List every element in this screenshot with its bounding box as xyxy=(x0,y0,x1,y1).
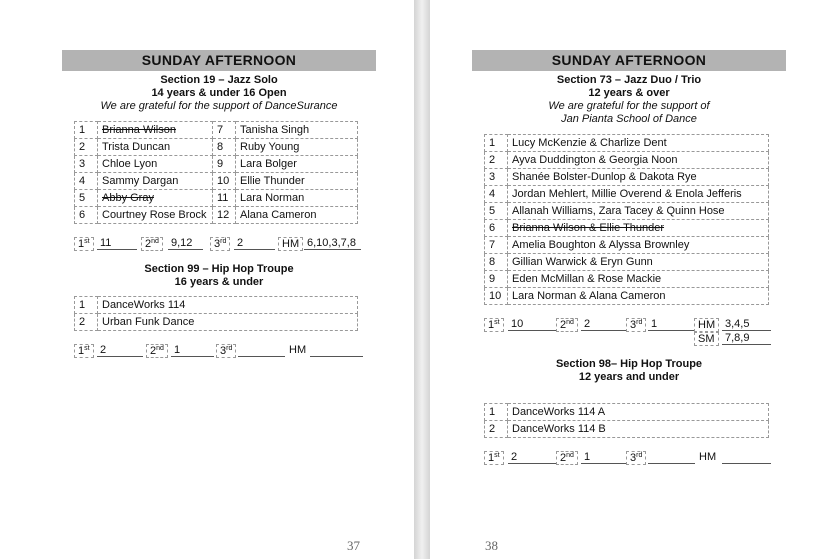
entry-name: Sammy Dargan xyxy=(98,173,213,190)
section-98-entries-table xyxy=(484,403,769,438)
second-place-value: 1 xyxy=(171,344,214,357)
entry-name: Shanée Bolster-Dunlop & Dakota Rye xyxy=(508,169,769,186)
hm-label: HM xyxy=(694,318,719,332)
entry-number: 2 xyxy=(75,314,98,331)
entry-name: Lara Bolger xyxy=(236,156,358,173)
entry-number: 9 xyxy=(485,271,508,288)
second-place-value: 1 xyxy=(581,451,626,464)
section-subtitle: 14 years & under 16 Open xyxy=(151,87,287,99)
table-row xyxy=(485,271,769,288)
entry-number: 10 xyxy=(213,173,236,190)
third-place-label: 3rd xyxy=(626,318,646,332)
entry-name: Ayva Duddington & Georgia Noon xyxy=(508,152,769,169)
table-row xyxy=(485,237,769,254)
table-row xyxy=(75,190,358,207)
entry-number: 10 xyxy=(485,288,508,305)
first-place-label: 1st xyxy=(74,344,94,358)
entry-name: Urban Funk Dance xyxy=(98,314,358,331)
entry-number: 7 xyxy=(213,122,236,139)
entry-number: 5 xyxy=(485,203,508,220)
entry-number: 3 xyxy=(75,156,98,173)
entry-name: Amelia Boughton & Alyssa Brownley xyxy=(508,237,769,254)
section-subtitle: 12 years & over xyxy=(588,87,670,99)
entry-name: Eden McMillan & Rose Mackie xyxy=(508,271,769,288)
page-number: 37 xyxy=(347,538,360,553)
entry-number: 8 xyxy=(213,139,236,156)
sponsor-note-line1: We are grateful for the support of xyxy=(548,100,710,112)
entry-name: Ruby Young xyxy=(236,139,358,156)
program-page-37 xyxy=(0,0,414,559)
sponsor-note: We are grateful for the support of DanceSurance xyxy=(100,100,338,112)
entry-number: 1 xyxy=(75,122,98,139)
page-number: 38 xyxy=(485,538,498,553)
section-73-heading xyxy=(472,74,786,126)
table-row xyxy=(75,297,358,314)
entry-name: DanceWorks 114 A xyxy=(508,404,769,421)
first-place-label: 1st xyxy=(484,451,504,465)
session-banner: SUNDAY AFTERNOON xyxy=(62,50,376,71)
entry-number: 12 xyxy=(213,207,236,224)
entry-name: Brianna Wilson & Ellie Thunder xyxy=(508,220,769,237)
section-subtitle: 16 years & under xyxy=(174,276,264,288)
entry-name: Ellie Thunder xyxy=(236,173,358,190)
sponsor-note-line2: Jan Pianta School of Dance xyxy=(561,113,697,125)
hm-value: 6,10,3,7,8 xyxy=(304,237,361,250)
entry-number: 9 xyxy=(213,156,236,173)
section-19-entries-table xyxy=(74,121,358,224)
hm-value: 3,4,5 xyxy=(722,318,771,331)
entry-name: Allanah Williams, Zara Tacey & Quinn Hose xyxy=(508,203,769,220)
table-row xyxy=(485,152,769,169)
third-place-value xyxy=(648,451,695,464)
program-page-38 xyxy=(430,0,839,559)
entry-name: Chloe Lyon xyxy=(98,156,213,173)
first-place-label: 1st xyxy=(484,318,504,332)
first-place-value: 10 xyxy=(508,318,556,331)
table-row xyxy=(75,314,358,331)
entry-number: 6 xyxy=(75,207,98,224)
first-place-value: 2 xyxy=(508,451,556,464)
section-98-results xyxy=(484,451,784,464)
entry-name: Alana Cameron xyxy=(236,207,358,224)
second-place-label: 2nd xyxy=(556,318,578,332)
sm-value: 7,8,9 xyxy=(722,332,771,345)
page-gutter xyxy=(414,0,430,559)
third-place-label: 3rd xyxy=(210,237,230,251)
entry-name: Brianna Wilson xyxy=(98,122,213,139)
first-place-label: 1st xyxy=(74,237,94,251)
section-title: Section 19 – Jazz Solo xyxy=(160,74,278,86)
entry-name: Courtney Rose Brock xyxy=(98,207,213,224)
entry-name: DanceWorks 114 xyxy=(98,297,358,314)
entry-name: Lara Norman & Alana Cameron xyxy=(508,288,769,305)
hm-label: HM xyxy=(699,451,717,463)
section-title: Section 73 – Jazz Duo / Trio xyxy=(556,74,702,86)
entry-number: 2 xyxy=(485,421,508,438)
second-place-value: 2 xyxy=(581,318,626,331)
entry-number: 3 xyxy=(485,169,508,186)
entry-number: 1 xyxy=(485,135,508,152)
entry-name: Abby Gray xyxy=(98,190,213,207)
hm-label: HM xyxy=(278,237,303,251)
section-99-heading xyxy=(62,263,376,289)
third-place-value xyxy=(238,344,285,357)
entry-name: Trista Duncan xyxy=(98,139,213,156)
third-place-value: 2 xyxy=(234,237,275,250)
hm-value xyxy=(722,451,771,464)
entry-name: Jordan Mehlert, Millie Overend & Enola Jefferis xyxy=(508,186,769,203)
section-19-heading xyxy=(62,74,376,113)
entry-number: 11 xyxy=(213,190,236,207)
section-99-entries-table xyxy=(74,296,358,331)
entry-number: 5 xyxy=(75,190,98,207)
sm-label: SM xyxy=(694,332,719,346)
entry-number: 4 xyxy=(75,173,98,190)
section-19-results xyxy=(74,237,364,250)
entry-name: Gillian Warwick & Eryn Gunn xyxy=(508,254,769,271)
table-row xyxy=(485,254,769,271)
second-place-label: 2nd xyxy=(141,237,163,251)
table-row xyxy=(75,207,358,224)
section-73-results xyxy=(484,318,784,346)
entry-number: 2 xyxy=(75,139,98,156)
entry-number: 8 xyxy=(485,254,508,271)
second-place-value: 9,12 xyxy=(168,237,203,250)
entry-number: 1 xyxy=(75,297,98,314)
entry-name: Lucy McKenzie & Charlize Dent xyxy=(508,135,769,152)
entry-number: 6 xyxy=(485,220,508,237)
entry-name: Tanisha Singh xyxy=(236,122,358,139)
section-subtitle: 12 years and under xyxy=(578,371,680,383)
hm-value xyxy=(310,344,363,357)
table-row xyxy=(485,186,769,203)
second-place-label: 2nd xyxy=(556,451,578,465)
section-title: Section 99 – Hip Hop Troupe xyxy=(144,263,294,275)
third-place-label: 3rd xyxy=(216,344,236,358)
entry-number: 2 xyxy=(485,152,508,169)
entry-name: Lara Norman xyxy=(236,190,358,207)
table-row xyxy=(485,220,769,237)
table-row xyxy=(75,156,358,173)
section-73-entries-table xyxy=(484,134,769,305)
table-row xyxy=(485,203,769,220)
entry-number: 7 xyxy=(485,237,508,254)
entry-number: 1 xyxy=(485,404,508,421)
section-98-heading xyxy=(472,358,786,384)
table-row xyxy=(485,404,769,421)
table-row xyxy=(75,122,358,139)
first-place-value: 2 xyxy=(97,344,143,357)
table-row xyxy=(485,288,769,305)
session-banner: SUNDAY AFTERNOON xyxy=(472,50,786,71)
hm-label: HM xyxy=(289,344,307,356)
first-place-value: 11 xyxy=(97,237,137,250)
second-place-label: 2nd xyxy=(146,344,168,358)
third-place-value: 1 xyxy=(648,318,695,331)
table-row xyxy=(485,421,769,438)
third-place-label: 3rd xyxy=(626,451,646,465)
table-row xyxy=(485,135,769,152)
section-99-results xyxy=(74,344,364,357)
entry-name: DanceWorks 114 B xyxy=(508,421,769,438)
table-row xyxy=(75,173,358,190)
section-title: Section 98– Hip Hop Troupe xyxy=(555,358,703,370)
table-row xyxy=(485,169,769,186)
table-row xyxy=(75,139,358,156)
entry-number: 4 xyxy=(485,186,508,203)
